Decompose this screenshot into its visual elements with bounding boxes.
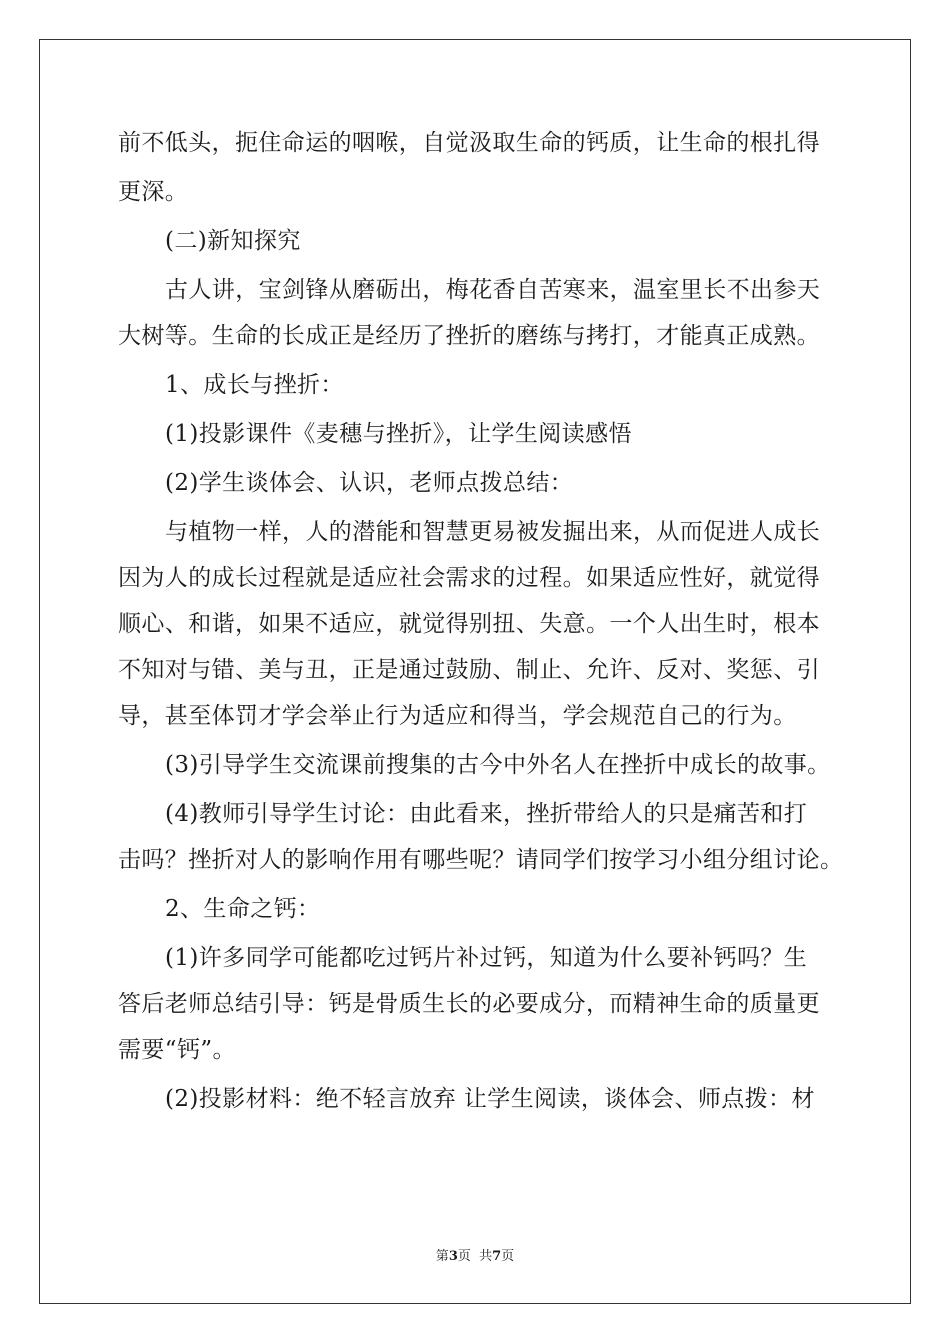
paragraph-line: 前不低头，扼住命运的咽喉，自觉汲取生命的钙质，让生命的根扎得 — [118, 130, 820, 156]
paragraph-line: 大树等。生命的长成正是经历了挫折的磨练与拷打，才能真正成熟。 — [118, 323, 820, 349]
page-footer — [0, 1249, 950, 1265]
current-page-number: 3 — [448, 1249, 458, 1264]
paragraph-line: 导，甚至体罚才学会举止行为适应和得当，学会规范自己的行为。 — [118, 703, 797, 729]
paragraph-line: 不知对与错、美与丑，正是通过鼓励、制止、允许、反对、奖惩、引 — [118, 657, 820, 683]
page-prefix: 第 — [435, 1249, 449, 1264]
list-item: (1)投影课件《麦穗与挫折》，让学生阅读感悟 — [165, 421, 632, 447]
paragraph-line: 更深。 — [118, 179, 189, 205]
paragraph-line: 因为人的成长过程就是适应社会需求的过程。如果适应性好，就觉得 — [118, 565, 820, 591]
list-item: (2)投影材料：绝不轻言放弃 让学生阅读，谈体会、师点拨：材 — [165, 1086, 815, 1112]
paragraph-line: 顺心、和谐，如果不适应，就觉得别扭、失意。一个人出生时，根本 — [118, 611, 820, 637]
list-item: (3)引导学生交流课前搜集的古今中外名人在挫折中成长的故事。 — [165, 752, 831, 778]
list-item: (4)教师引导学生讨论：由此看来，挫折带给人的只是痛苦和打 — [165, 801, 808, 827]
total-page-number: 7 — [492, 1249, 502, 1264]
subsection-heading: 1、成长与挫折： — [165, 372, 344, 398]
paragraph-line: 答后老师总结引导：钙是骨质生长的必要成分，而精神生命的质量更 — [118, 991, 820, 1017]
paragraph-line: 击吗？挫折对人的影响作用有哪些呢？请同学们按学习小组分组讨论。 — [118, 847, 844, 873]
page-suffix: 页 — [501, 1249, 515, 1264]
list-item: (1)许多同学可能都吃过钙片补过钙，知道为什么要补钙吗？生 — [165, 945, 808, 971]
paragraph-line: 需要“钙”。 — [118, 1037, 236, 1063]
paragraph-line: 古人讲，宝剑锋从磨砺出，梅花香自苦寒来，温室里长不出参天 — [165, 277, 821, 303]
list-item: (2)学生谈体会、认识，老师点拨总结： — [165, 470, 574, 496]
section-heading: (二)新知探究 — [165, 228, 301, 254]
subsection-heading: 2、生命之钙： — [165, 896, 321, 922]
paragraph-line: 与植物一样，人的潜能和智慧更易被发掘出来，从而促进人成长 — [165, 519, 821, 545]
page-separator: 页 共 — [457, 1249, 493, 1264]
document-body — [118, 128, 844, 1114]
